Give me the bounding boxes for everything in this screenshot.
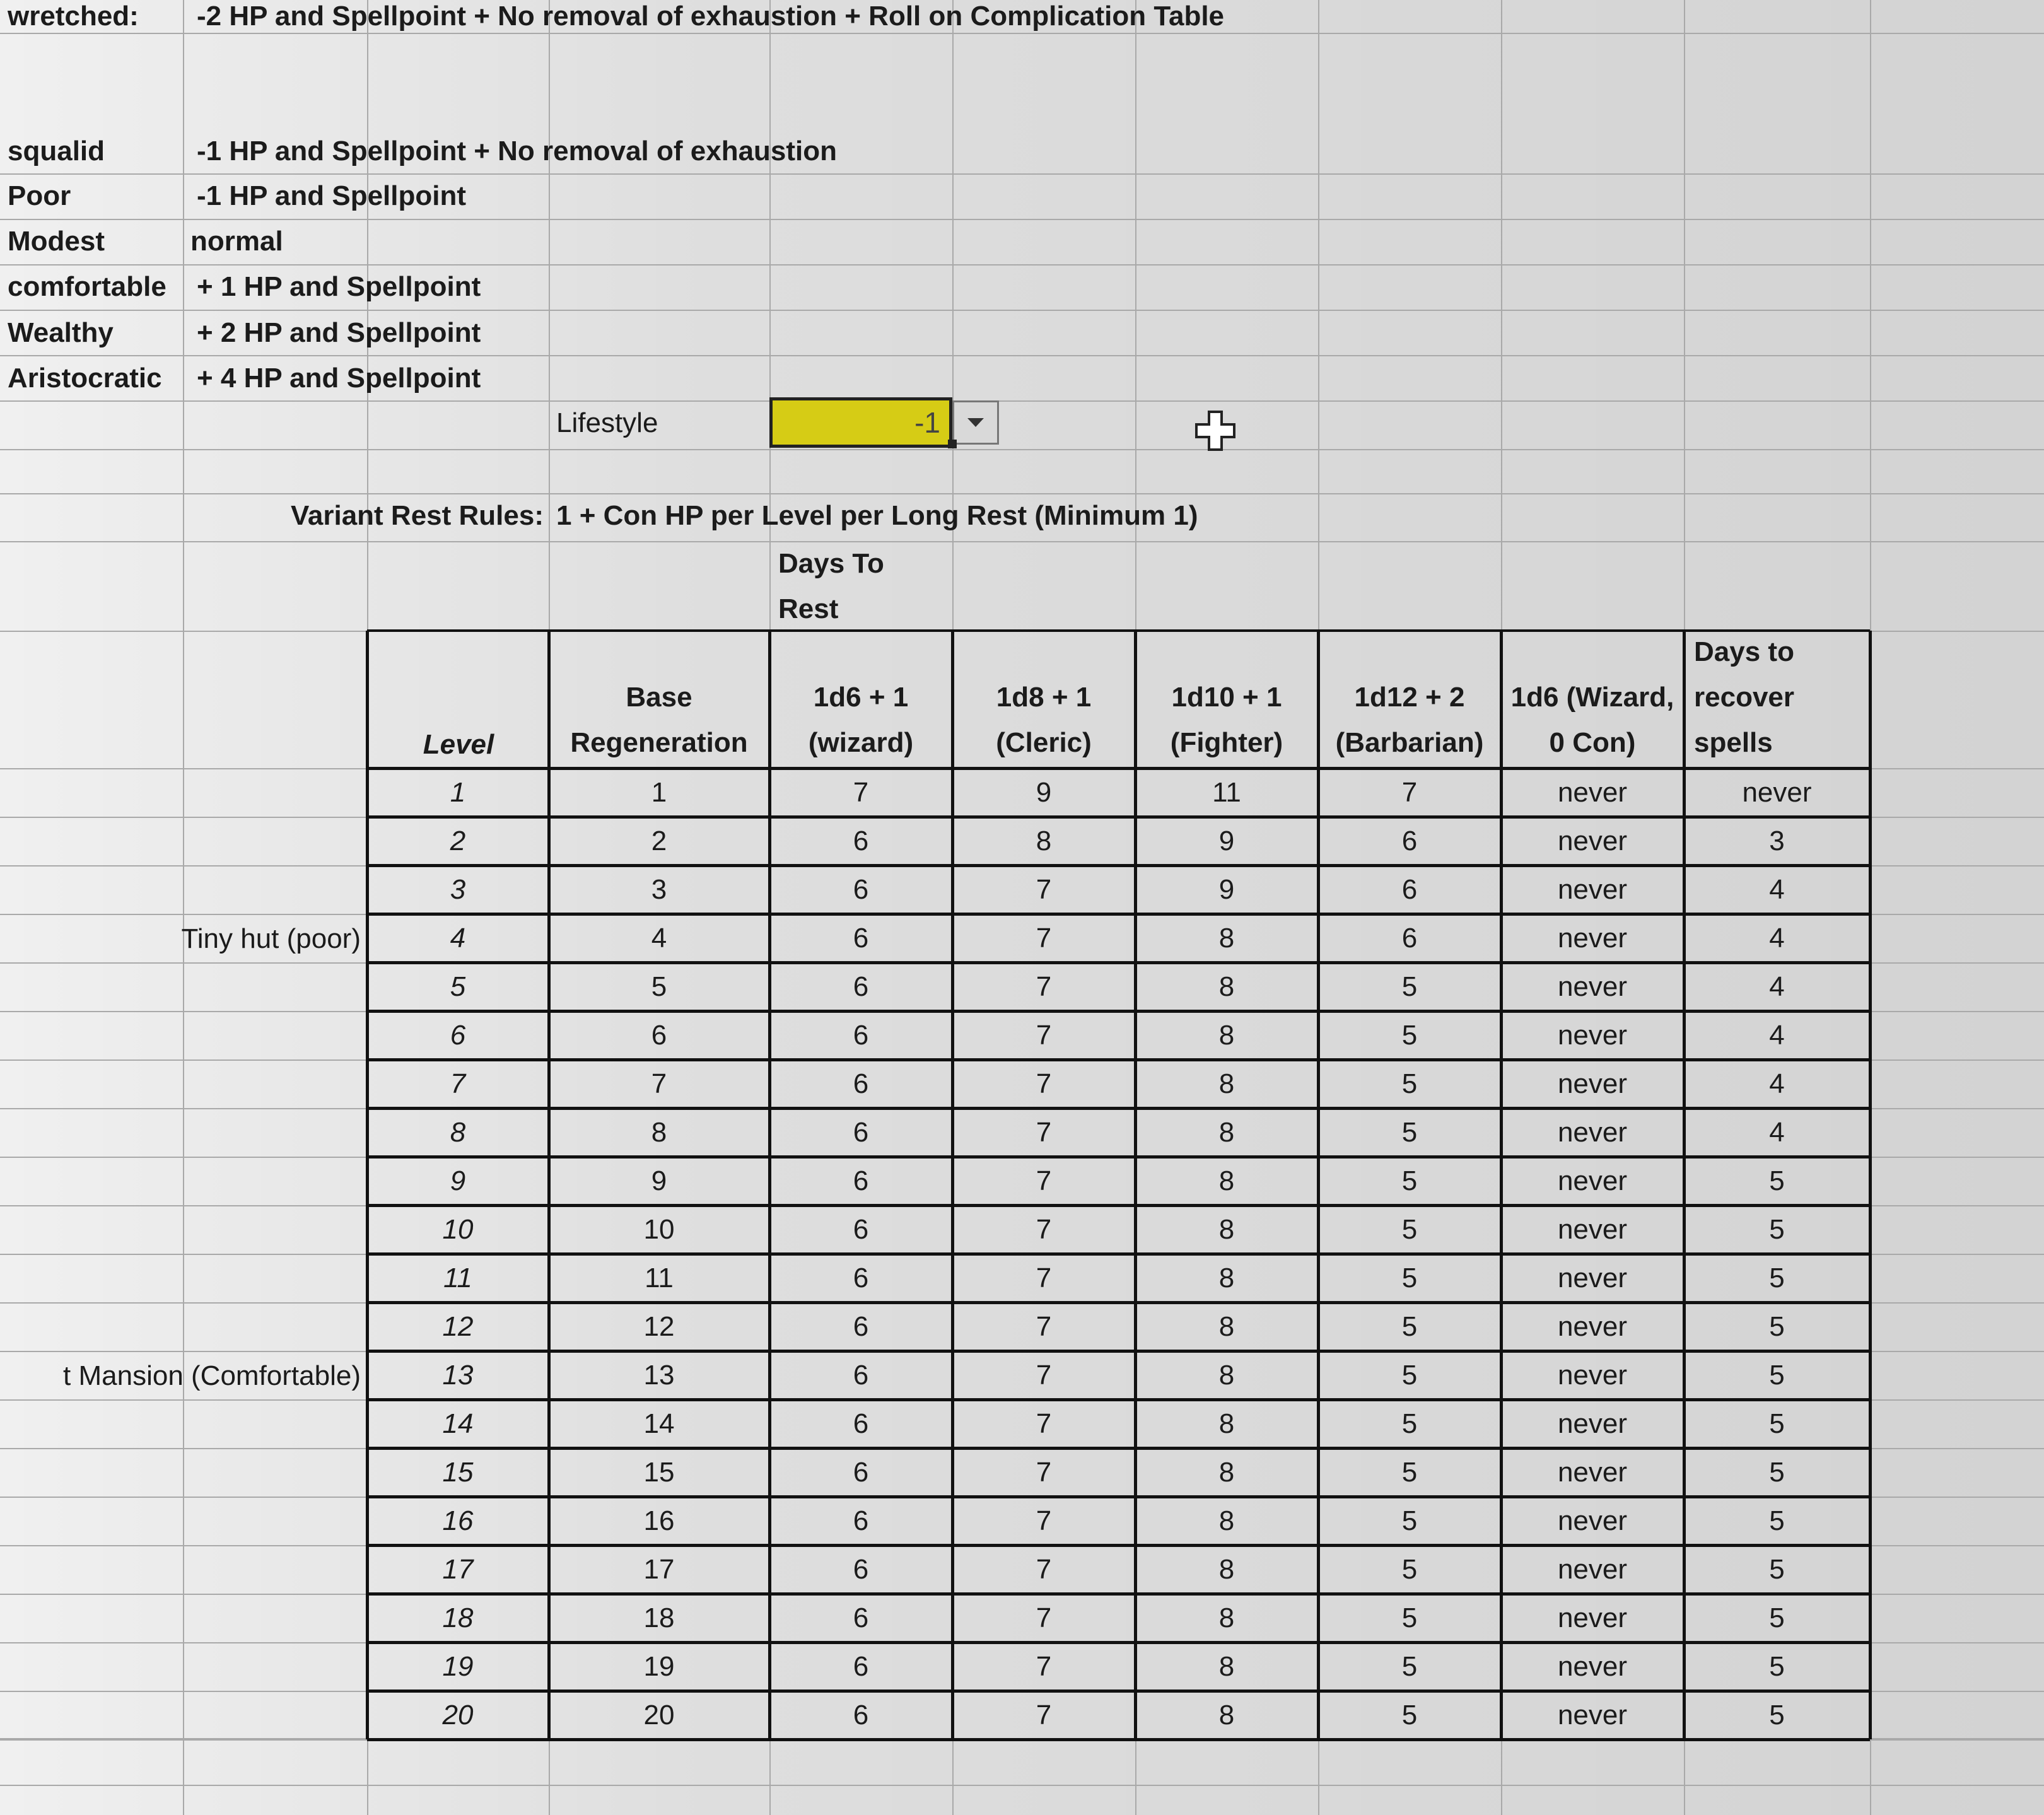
cell-fighter[interactable]: 8 — [1218, 1262, 1235, 1293]
table-border-horizontal — [367, 1447, 1870, 1450]
days-to-rest-line2: Rest — [778, 593, 839, 624]
cell-barbarian[interactable]: 6 — [1401, 873, 1418, 905]
cell-barbarian[interactable]: 5 — [1401, 1019, 1418, 1051]
cell-fighter[interactable]: 8 — [1218, 1553, 1235, 1585]
cell-level[interactable]: 16 — [442, 1505, 474, 1536]
header-base-line2: Regeneration — [570, 727, 748, 758]
header-days-recover-line1: Days to — [1694, 636, 1794, 667]
cell-base[interactable]: 20 — [643, 1699, 675, 1730]
table-border-horizontal — [367, 815, 1870, 819]
table-border-horizontal — [367, 1592, 1870, 1596]
lifestyle-name-wretched[interactable]: wretched: — [8, 1, 139, 32]
table-border-horizontal — [367, 913, 1870, 916]
cell-days-recover[interactable]: 5 — [1769, 1456, 1785, 1488]
cell-fighter[interactable]: 8 — [1218, 922, 1235, 954]
cell-days-recover[interactable]: 5 — [1769, 1699, 1785, 1730]
cell-fighter[interactable]: 8 — [1218, 1116, 1235, 1148]
header-wizard-0con-line1: 1d6 (Wizard, — [1510, 682, 1674, 713]
cell-wizard[interactable]: 6 — [853, 1019, 869, 1051]
cell-days-recover[interactable]: 4 — [1769, 1068, 1785, 1099]
cell-wizard[interactable]: 6 — [853, 1165, 869, 1196]
table-border-vertical — [1134, 631, 1137, 1739]
cell-fighter[interactable]: 8 — [1218, 971, 1235, 1002]
cell-wizard-0con[interactable]: never — [1557, 1310, 1628, 1342]
table-border-horizontal — [367, 1544, 1870, 1547]
cell-days-recover[interactable]: 5 — [1769, 1408, 1785, 1439]
header-days-recover-line2: recover — [1694, 682, 1795, 713]
cell-base[interactable]: 18 — [643, 1602, 675, 1633]
table-border-horizontal — [367, 767, 1870, 770]
header-days-recover-line3: spells — [1694, 727, 1773, 758]
cell-days-recover[interactable]: 3 — [1769, 825, 1785, 856]
cell-barbarian[interactable]: 5 — [1401, 971, 1418, 1002]
cell-barbarian[interactable]: 5 — [1401, 1165, 1418, 1196]
table-border-horizontal — [367, 1495, 1870, 1498]
side-label-mansion[interactable]: t Mansion (Comfortable) — [63, 1360, 361, 1391]
cell-base[interactable]: 5 — [651, 971, 667, 1002]
header-barbarian-line2: (Barbarian) — [1335, 727, 1484, 758]
cell-wizard[interactable]: 6 — [853, 1553, 869, 1585]
cell-wizard[interactable]: 6 — [853, 1650, 869, 1682]
cell-barbarian[interactable]: 7 — [1401, 776, 1418, 808]
table-border-horizontal — [367, 1204, 1870, 1207]
cell-wizard[interactable]: 7 — [853, 776, 869, 808]
cell-cleric[interactable]: 7 — [1036, 1408, 1052, 1439]
cell-wizard-0con[interactable]: never — [1557, 825, 1628, 856]
lifestyle-name-modest[interactable]: Modest — [8, 226, 105, 257]
cell-wizard-0con[interactable]: never — [1557, 1213, 1628, 1245]
cell-fighter[interactable]: 8 — [1218, 1165, 1235, 1196]
table-border-vertical — [768, 631, 771, 1739]
cell-wizard-0con[interactable]: never — [1557, 873, 1628, 905]
lifestyle-effect-wretched[interactable]: -2 HP and Spellpoint + No removal of exhaustion + Roll on Complication Table — [197, 1, 1225, 32]
cell-wizard-0con[interactable]: never — [1557, 1262, 1628, 1293]
cell-base[interactable]: 16 — [643, 1505, 675, 1536]
header-fighter-line1: 1d10 + 1 — [1171, 682, 1282, 713]
chevron-down-icon — [966, 416, 985, 429]
table-border-horizontal — [367, 961, 1870, 964]
table-border-horizontal — [367, 1350, 1870, 1353]
cell-barbarian[interactable]: 5 — [1401, 1456, 1418, 1488]
lifestyle-dropdown-button[interactable] — [952, 400, 999, 445]
header-wizard-line1: 1d6 + 1 — [813, 682, 909, 713]
cell-base[interactable]: 13 — [643, 1359, 675, 1391]
cell-wizard[interactable]: 6 — [853, 1068, 869, 1099]
cell-level[interactable]: 20 — [442, 1699, 474, 1730]
cell-level[interactable]: 11 — [443, 1262, 472, 1293]
cell-days-recover[interactable]: 4 — [1769, 1019, 1785, 1051]
gridline-horizontal — [0, 541, 2044, 542]
cell-base[interactable]: 1 — [651, 776, 667, 808]
cell-wizard-0con[interactable]: never — [1557, 971, 1628, 1002]
lifestyle-name-squalid[interactable]: squalid — [8, 136, 105, 166]
lifestyle-label: Lifestyle — [556, 407, 658, 438]
table-border-vertical — [547, 631, 551, 1739]
cell-cleric[interactable]: 7 — [1036, 1553, 1052, 1585]
cell-days-recover[interactable]: 5 — [1769, 1602, 1785, 1633]
header-barbarian-line1: 1d12 + 2 — [1354, 682, 1465, 713]
lifestyle-name-poor[interactable]: Poor — [8, 180, 71, 211]
cell-barbarian[interactable]: 5 — [1401, 1262, 1418, 1293]
cell-level[interactable]: 15 — [442, 1456, 474, 1488]
fill-handle[interactable] — [948, 440, 957, 448]
cell-wizard[interactable]: 6 — [853, 1213, 869, 1245]
table-border-horizontal — [367, 1738, 1870, 1741]
cell-cleric[interactable]: 7 — [1036, 1456, 1052, 1488]
cell-wizard[interactable]: 6 — [853, 1359, 869, 1391]
cell-barbarian[interactable]: 6 — [1401, 825, 1418, 856]
cell-cursor-icon — [1193, 409, 1237, 453]
cell-cleric[interactable]: 7 — [1036, 1116, 1052, 1148]
cell-days-recover[interactable]: 5 — [1769, 1213, 1785, 1245]
cell-days-recover[interactable]: 5 — [1769, 1359, 1785, 1391]
cell-level[interactable]: 3 — [450, 873, 466, 905]
cell-cleric[interactable]: 7 — [1036, 1213, 1052, 1245]
cell-wizard-0con[interactable]: never — [1557, 1699, 1628, 1730]
gridline-horizontal — [0, 1785, 2044, 1786]
cell-level[interactable]: 4 — [450, 922, 466, 954]
cell-base[interactable]: 11 — [645, 1262, 674, 1293]
table-border-vertical — [366, 631, 369, 1739]
cell-barbarian[interactable]: 5 — [1401, 1408, 1418, 1439]
header-fighter-line2: (Fighter) — [1170, 727, 1283, 758]
cell-days-recover[interactable]: 5 — [1769, 1310, 1785, 1342]
table-border-horizontal — [367, 864, 1870, 867]
cell-barbarian[interactable]: 5 — [1401, 1602, 1418, 1633]
cell-base[interactable]: 15 — [643, 1456, 675, 1488]
cell-wizard-0con[interactable]: never — [1557, 1165, 1628, 1196]
cell-cleric[interactable]: 7 — [1036, 1650, 1052, 1682]
cell-wizard[interactable]: 6 — [853, 873, 869, 905]
cell-base[interactable]: 19 — [643, 1650, 675, 1682]
gridline-horizontal — [0, 33, 2044, 34]
cell-cleric[interactable]: 9 — [1036, 776, 1052, 808]
lifestyle-effect-modest[interactable]: normal — [190, 226, 283, 257]
cell-days-recover[interactable]: 4 — [1769, 922, 1785, 954]
cell-fighter[interactable]: 8 — [1218, 1408, 1235, 1439]
cell-barbarian[interactable]: 5 — [1401, 1116, 1418, 1148]
days-to-rest-line1: Days To — [778, 548, 884, 579]
header-level: Level — [423, 729, 494, 760]
cell-wizard[interactable]: 6 — [853, 825, 869, 856]
cell-wizard[interactable]: 6 — [853, 1310, 869, 1342]
cell-cleric[interactable]: 7 — [1036, 1262, 1052, 1293]
cell-fighter[interactable]: 9 — [1218, 825, 1235, 856]
cell-wizard-0con[interactable]: never — [1557, 1019, 1628, 1051]
cell-wizard-0con[interactable]: never — [1557, 1553, 1628, 1585]
cell-fighter[interactable]: 8 — [1218, 1213, 1235, 1245]
cell-level[interactable]: 17 — [442, 1553, 474, 1585]
header-wizard-0con-line2: 0 Con) — [1549, 727, 1636, 758]
cell-cleric[interactable]: 7 — [1036, 873, 1052, 905]
cell-level[interactable]: 7 — [450, 1068, 466, 1099]
cell-barbarian[interactable]: 6 — [1401, 922, 1418, 954]
cell-level[interactable]: 12 — [442, 1310, 474, 1342]
cell-base[interactable]: 4 — [651, 922, 667, 954]
cell-base[interactable]: 12 — [643, 1310, 675, 1342]
cell-days-recover[interactable]: 5 — [1769, 1505, 1785, 1536]
cell-wizard-0con[interactable]: never — [1557, 1408, 1628, 1439]
cell-fighter[interactable]: 8 — [1218, 1068, 1235, 1099]
cell-fighter[interactable]: 8 — [1218, 1019, 1235, 1051]
lifestyle-value-cell[interactable]: -1 — [769, 397, 952, 448]
table-border-vertical — [1500, 631, 1503, 1739]
cell-days-recover[interactable]: 5 — [1769, 1650, 1785, 1682]
cell-wizard[interactable]: 6 — [853, 1699, 869, 1730]
cell-barbarian[interactable]: 5 — [1401, 1359, 1418, 1391]
cell-level[interactable]: 6 — [450, 1019, 466, 1051]
cell-wizard-0con[interactable]: never — [1557, 1456, 1628, 1488]
cell-cleric[interactable]: 7 — [1036, 1505, 1052, 1536]
cell-days-recover[interactable]: 4 — [1769, 873, 1785, 905]
cell-cleric[interactable]: 7 — [1036, 1602, 1052, 1633]
gridline-horizontal — [0, 400, 2044, 402]
cell-wizard-0con[interactable]: never — [1557, 1359, 1628, 1391]
lifestyle-effect-wealthy[interactable]: + 2 HP and Spellpoint — [197, 317, 481, 348]
table-border-horizontal — [367, 1155, 1870, 1158]
header-wizard-line2: (wizard) — [808, 727, 914, 758]
cell-base[interactable]: 3 — [651, 873, 667, 905]
cell-wizard-0con[interactable]: never — [1557, 1650, 1628, 1682]
cell-wizard-0con[interactable]: never — [1557, 1602, 1628, 1633]
header-base-line1: Base — [626, 682, 692, 713]
lifestyle-name-comfortable[interactable]: comfortable — [8, 271, 166, 302]
cell-wizard[interactable]: 6 — [853, 1262, 869, 1293]
cell-cleric[interactable]: 7 — [1036, 1359, 1052, 1391]
cell-base[interactable]: 7 — [651, 1068, 667, 1099]
cell-cleric[interactable]: 7 — [1036, 1165, 1052, 1196]
cell-base[interactable]: 14 — [643, 1408, 675, 1439]
cell-level[interactable]: 13 — [442, 1359, 474, 1391]
lifestyle-effect-squalid[interactable]: -1 HP and Spellpoint + No removal of exhaustion — [197, 136, 838, 166]
cell-cleric[interactable]: 7 — [1036, 922, 1052, 954]
cell-base[interactable]: 8 — [651, 1116, 667, 1148]
cell-fighter[interactable]: 8 — [1218, 1650, 1235, 1682]
cell-cleric[interactable]: 7 — [1036, 1310, 1052, 1342]
cell-level[interactable]: 5 — [450, 971, 466, 1002]
cell-fighter[interactable]: 8 — [1218, 1699, 1235, 1730]
cell-days-recover[interactable]: never — [1742, 776, 1812, 808]
lifestyle-effect-comfortable[interactable]: + 1 HP and Spellpoint — [197, 271, 481, 302]
cell-cleric[interactable]: 7 — [1036, 1019, 1052, 1051]
cell-level[interactable]: 10 — [442, 1213, 474, 1245]
cell-wizard-0con[interactable]: never — [1557, 1116, 1628, 1148]
cell-wizard-0con[interactable]: never — [1557, 1505, 1628, 1536]
header-cleric-line1: 1d8 + 1 — [996, 682, 1092, 713]
lifestyle-name-wealthy[interactable]: Wealthy — [8, 317, 114, 348]
cell-fighter[interactable]: 9 — [1218, 873, 1235, 905]
table-border-horizontal — [367, 629, 1870, 632]
cell-cleric[interactable]: 7 — [1036, 1068, 1052, 1099]
variant-rules-text: 1 + Con HP per Level per Long Rest (Minimum 1) — [556, 500, 1198, 531]
cell-fighter[interactable]: 8 — [1218, 1359, 1235, 1391]
cell-barbarian[interactable]: 5 — [1401, 1213, 1418, 1245]
cell-fighter[interactable]: 8 — [1218, 1310, 1235, 1342]
cell-barbarian[interactable]: 5 — [1401, 1650, 1418, 1682]
cell-cleric[interactable]: 7 — [1036, 971, 1052, 1002]
gridline-vertical — [183, 0, 184, 1815]
cell-wizard-0con[interactable]: never — [1557, 922, 1628, 954]
cell-level[interactable]: 9 — [450, 1165, 466, 1196]
cell-barbarian[interactable]: 5 — [1401, 1505, 1418, 1536]
cell-days-recover[interactable]: 5 — [1769, 1262, 1785, 1293]
table-border-horizontal — [367, 1107, 1870, 1110]
cell-level[interactable]: 18 — [442, 1602, 474, 1633]
cell-wizard[interactable]: 6 — [853, 1116, 869, 1148]
cell-level[interactable]: 1 — [450, 776, 466, 808]
cell-fighter[interactable]: 8 — [1218, 1456, 1235, 1488]
cell-level[interactable]: 2 — [450, 825, 466, 856]
cell-barbarian[interactable]: 5 — [1401, 1553, 1418, 1585]
cell-days-recover[interactable]: 5 — [1769, 1553, 1785, 1585]
cell-wizard[interactable]: 6 — [853, 1408, 869, 1439]
table-border-horizontal — [367, 1641, 1870, 1644]
cell-barbarian[interactable]: 5 — [1401, 1699, 1418, 1730]
cell-base[interactable]: 17 — [643, 1553, 675, 1585]
table-border-horizontal — [367, 1690, 1870, 1693]
side-label-tiny-hut[interactable]: Tiny hut (poor) — [181, 923, 361, 954]
cell-days-recover[interactable]: 5 — [1769, 1165, 1785, 1196]
table-border-horizontal — [367, 1301, 1870, 1304]
cell-days-recover[interactable]: 4 — [1769, 1116, 1785, 1148]
cell-wizard[interactable]: 6 — [853, 971, 869, 1002]
table-border-vertical — [1317, 631, 1320, 1739]
table-border-vertical — [1683, 631, 1686, 1739]
lifestyle-name-aristocratic[interactable]: Aristocratic — [8, 363, 162, 394]
cell-wizard-0con[interactable]: never — [1557, 776, 1628, 808]
header-cleric-line2: (Cleric) — [996, 727, 1092, 758]
cell-level[interactable]: 19 — [442, 1650, 474, 1682]
table-border-vertical — [1869, 631, 1872, 1739]
cell-barbarian[interactable]: 5 — [1401, 1310, 1418, 1342]
cell-base[interactable]: 9 — [651, 1165, 667, 1196]
table-border-vertical — [951, 631, 954, 1739]
variant-rules-label: Variant Rest Rules: — [290, 500, 544, 531]
table-border-horizontal — [367, 1398, 1870, 1401]
cell-wizard[interactable]: 6 — [853, 1602, 869, 1633]
table-border-horizontal — [367, 1010, 1870, 1013]
cell-base[interactable]: 10 — [643, 1213, 675, 1245]
cell-base[interactable]: 2 — [651, 825, 667, 856]
cell-wizard[interactable]: 6 — [853, 922, 869, 954]
gridline-horizontal — [0, 219, 2044, 220]
lifestyle-effect-poor[interactable]: -1 HP and Spellpoint — [197, 180, 467, 211]
cell-base[interactable]: 6 — [651, 1019, 667, 1051]
cell-fighter[interactable]: 11 — [1212, 776, 1241, 808]
cell-cleric[interactable]: 8 — [1036, 825, 1052, 856]
cell-fighter[interactable]: 8 — [1218, 1505, 1235, 1536]
cell-fighter[interactable]: 8 — [1218, 1602, 1235, 1633]
cell-wizard[interactable]: 6 — [853, 1456, 869, 1488]
cell-barbarian[interactable]: 5 — [1401, 1068, 1418, 1099]
cell-wizard[interactable]: 6 — [853, 1505, 869, 1536]
cell-level[interactable]: 14 — [442, 1408, 474, 1439]
cell-wizard-0con[interactable]: never — [1557, 1068, 1628, 1099]
table-border-horizontal — [367, 1058, 1870, 1061]
cell-level[interactable]: 8 — [450, 1116, 466, 1148]
cell-cleric[interactable]: 7 — [1036, 1699, 1052, 1730]
gridline-horizontal — [0, 449, 2044, 450]
table-border-horizontal — [367, 1252, 1870, 1256]
lifestyle-effect-aristocratic[interactable]: + 4 HP and Spellpoint — [197, 363, 481, 394]
cell-days-recover[interactable]: 4 — [1769, 971, 1785, 1002]
